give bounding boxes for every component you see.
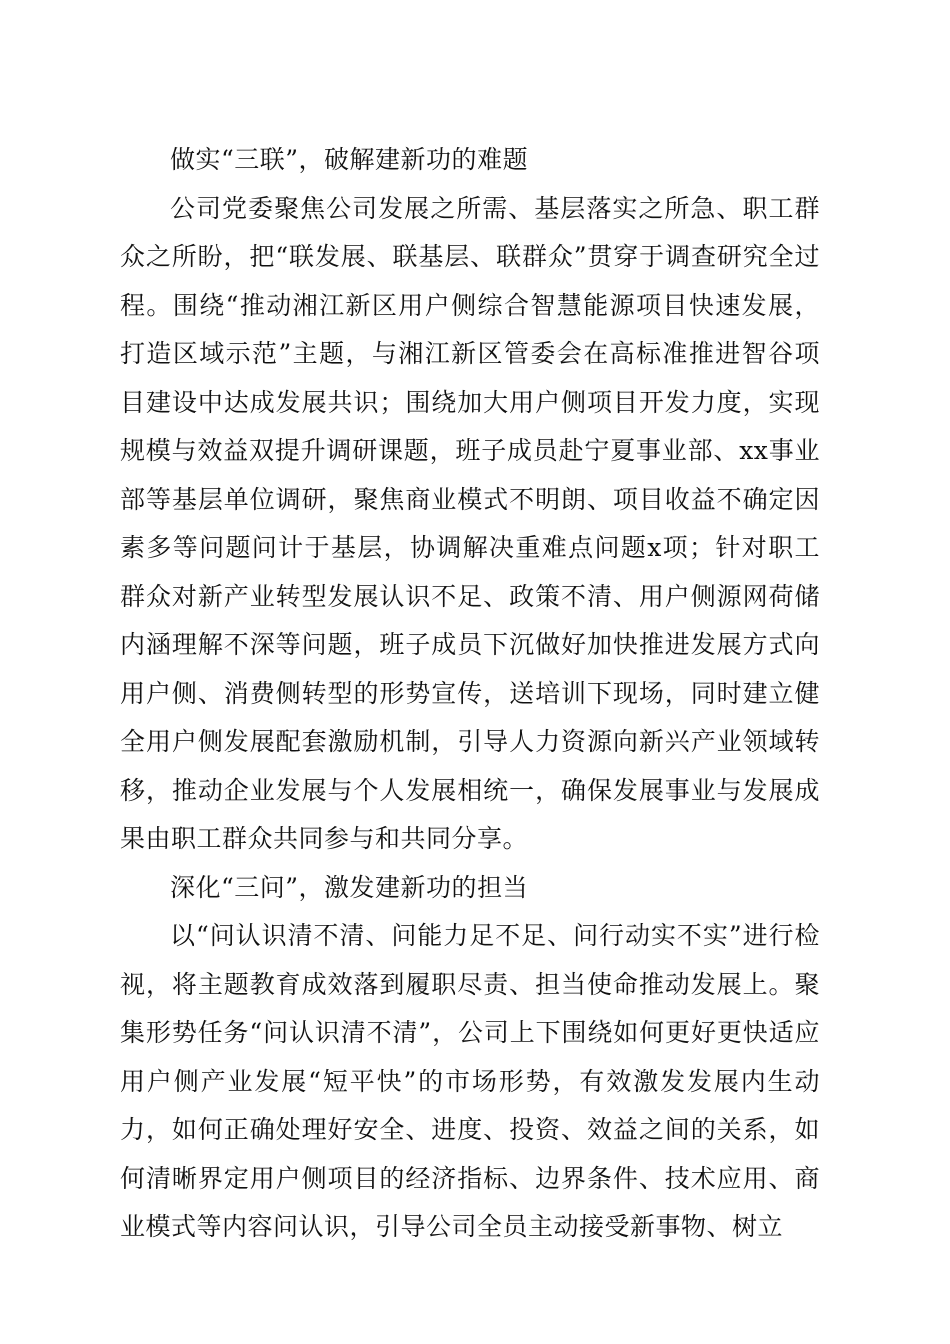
section-2-heading: 深化“三问”，激发建新功的担当 [170,872,529,902]
section-2-paragraph: 以“问认识清不清、问能力足不足、问行动实不实”进行检视，将主题教育成效落到履职尽责、担当使命推动发展上。聚集形势任务“问认识清不清”，公司上下围绕如何更好更快适应用户侧产业发展“短平快”的市场形势，有效激发发展内生动力，如何正确处理好安全、进度、投资、效益之间的关系，如何清晰界定用户侧项目的经济指标、边界条件、技术应用、商业模式等内容问认识，引导公司全员主动接受新事物、树立 [120,921,820,1241]
section-1-heading: 做实“三联”，破解建新功的难题 [170,145,529,174]
document-body [120,136,820,1252]
section-1-paragraph: 公司党委聚焦公司发展之所需、基层落实之所急、职工群众之所盼，把“联发展、联基层、联群众”贯穿于调查研究全过程。围绕“推动湘江新区用户侧综合智慧能源项目快速发展，打造区域示范”主题，与湘江新区管委会在高标准推进智谷项目建设中达成发展共识；围绕加大用户侧项目开发力度，实现规模与效益双提升调研课题，班子成员赴宁夏事业部、xx事业部等基层单位调研，聚焦商业模式不明朗、项目收益不确定因素多等问题问计于基层，协调解决重难点问题x项；针对职工群众对新产业转型发展认识不足、政策不清、用户侧源网荷储内涵理解不深等问题，班子成员下沉做好加快推进发展方式向用户侧、消费侧转型的形势宣传，送培训下现场，同时建立健全用户侧发展配套激励机制，引导人力资源向新兴产业领域转移，推动企业发展与个人发展相统一，确保发展事业与发展成果由职工群众共同参与和共同分享。 [120,193,820,853]
